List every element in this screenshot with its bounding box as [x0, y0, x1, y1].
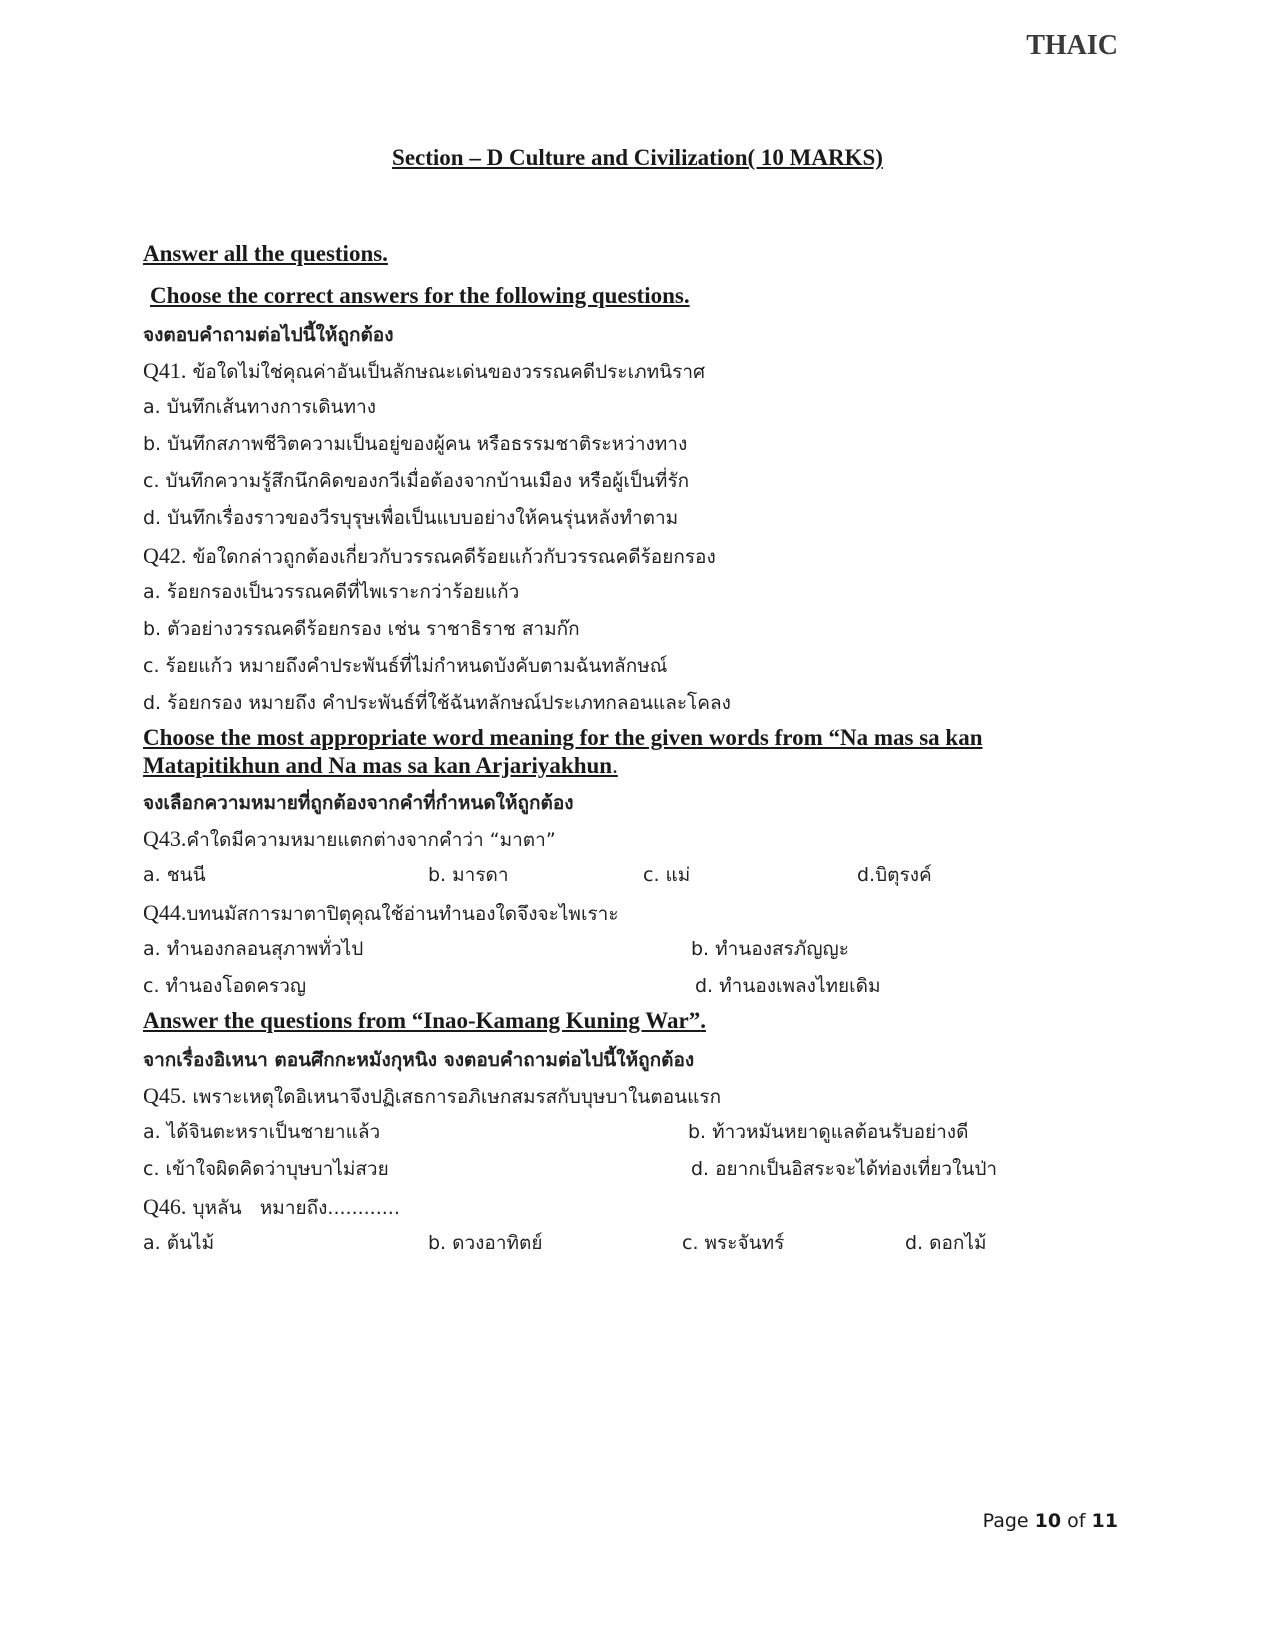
- q42-option-a: a. ร้อยกรองเป็นวรรณคดีที่ไพเราะกว่าร้อยแก้ว: [143, 581, 520, 603]
- question-number: Q43.: [143, 826, 187, 851]
- q44-option-b: b. ทำนองสรภัญญะ: [691, 938, 849, 960]
- q44-option-c: c. ทำนองโอดครวญ: [143, 975, 307, 997]
- part3-th-heading: จากเรื่องอิเหนา ตอนศึกกะหมังกุหนิง จงตอบคำถามต่อไปนี้ให้ถูกต้อง: [143, 1049, 695, 1071]
- section-title: Section – D Culture and Civilization( 10 MARKS): [392, 145, 883, 170]
- q44-option-d: d. ทำนองเพลงไทยเดิม: [695, 975, 881, 997]
- instruction-all: Answer all the questions.: [143, 241, 388, 266]
- page-current: 10: [1034, 1510, 1062, 1532]
- q42-option-d: d. ร้อยกรอง หมายถึง คำประพันธ์ที่ใช้ฉันทลักษณ์ประเภทกลอนและโคลง: [143, 692, 731, 714]
- part3-en-heading-tail: .: [700, 1008, 706, 1033]
- question-text: เพราะเหตุใดอิเหนาจึงปฏิเสธการอภิเษกสมรสกับบุษบาในตอนแรก: [192, 1086, 722, 1108]
- q41-option-c: c. บันทึกความรู้สึกนึกคิดของกวีเมื่อต้องจากบ้านเมือง หรือผู้เป็นที่รัก: [143, 470, 690, 492]
- question-41: [143, 352, 1130, 389]
- page-prefix: Page: [982, 1510, 1029, 1532]
- question-number: Q44.: [143, 900, 187, 925]
- q45-options-row1: [143, 1114, 1130, 1151]
- part2-en-heading-line1: Choose the most appropriate word meaning for the given words from “Na mas sa kan: [143, 725, 983, 750]
- page-total: 11: [1091, 1510, 1118, 1532]
- part2-th-heading: จงเลือกความหมายที่ถูกต้องจากคำที่กำหนดให้ถูกต้อง: [143, 792, 574, 814]
- q42-option-b: b. ตัวอย่างวรรณคดีร้อยกรอง เช่น ราชาธิราช สามก๊ก: [143, 618, 580, 640]
- question-text: ข้อใดกล่าวถูกต้องเกี่ยวกับวรรณคดีร้อยแก้วกับวรรณคดีร้อยกรอง: [192, 546, 716, 568]
- q42-option-c: c. ร้อยแก้ว หมายถึงคำประพันธ์ที่ไม่กำหนดบังคับตามฉันทลักษณ์: [143, 655, 668, 677]
- question-number: Q46.: [143, 1194, 187, 1219]
- header-code: THAIC: [1026, 30, 1118, 61]
- q44-options-row2: [143, 968, 1130, 1005]
- q46-option-b: b. ดวงอาทิตย์: [428, 1232, 543, 1254]
- q46-option-a: a. ต้นไม้: [143, 1232, 215, 1254]
- part2-en-heading-tail: .: [612, 753, 618, 778]
- part2-en-heading-text: Matapitikhun and Na mas sa kan Arjariyakhun: [143, 753, 613, 778]
- q43-options: [143, 857, 1130, 894]
- q41-option-b: b. บันทึกสภาพชีวิตความเป็นอยู่ของผู้คน หรือธรรมชาติระหว่างทาง: [143, 433, 688, 455]
- q43-option-b: b. มารดา: [428, 864, 509, 886]
- q45-option-c: c. เข้าใจผิดคิดว่าบุษบาไม่สวย: [143, 1158, 389, 1180]
- q45-option-d: d. อยากเป็นอิสระจะได้ท่องเที่ยวในป่า: [691, 1158, 998, 1180]
- question-42: [143, 537, 1130, 574]
- q45-options-row2: [143, 1151, 1130, 1188]
- question-number: Q42.: [143, 543, 187, 568]
- question-text: คำใดมีความหมายแตกต่างจากคำว่า “มาตา”: [186, 829, 556, 851]
- question-43: [143, 820, 1130, 857]
- part1-en-heading: Choose the correct answers for the following questions.: [150, 283, 690, 308]
- question-number: Q41.: [143, 358, 187, 383]
- content: [143, 240, 1130, 1262]
- q43-option-a: a. ชนนี: [143, 864, 206, 886]
- q43-option-d: d.บิตุรงค์: [857, 864, 932, 886]
- part3-en-heading: [143, 1007, 1130, 1043]
- q46-option-d: d. ดอกไม้: [905, 1232, 987, 1254]
- question-text: บุหลัน หมายถึง............: [192, 1197, 400, 1219]
- question-45: [143, 1077, 1130, 1114]
- part3-en-heading-text: Answer the questions from “Inao-Kamang Kuning War”: [143, 1008, 701, 1033]
- question-44: [143, 894, 1130, 931]
- q45-option-b: b. ท้าวหมันหยาดูแลต้อนรับอย่างดี: [688, 1121, 969, 1143]
- q43-option-c: c. แม่: [643, 864, 691, 886]
- q41-option-a: a. บันทึกเส้นทางการเดินทาง: [143, 396, 377, 418]
- part1-th-heading: จงตอบคำถามต่อไปนี้ให้ถูกต้อง: [143, 324, 394, 346]
- page-of: of: [1067, 1510, 1086, 1532]
- question-text: ข้อใดไม่ใช่คุณค่าอันเป็นลักษณะเด่นของวรรณคดีประเภทนิราศ: [192, 361, 706, 383]
- q46-option-c: c. พระจันทร์: [682, 1232, 785, 1254]
- q46-options: [143, 1225, 1130, 1262]
- question-number: Q45.: [143, 1083, 187, 1108]
- part2-en-heading-line2: [143, 752, 1130, 786]
- question-46: [143, 1188, 1130, 1225]
- question-text: บทนมัสการมาตาปิตุคุณใช้อ่านทำนองใดจึงจะไพเราะ: [186, 903, 619, 925]
- q41-option-d: d. บันทึกเรื่องราวของวีรบุรุษเพื่อเป็นแบบอย่างให้คนรุ่นหลังทำตาม: [143, 507, 679, 529]
- q44-option-a: a. ทำนองกลอนสุภาพทั่วไป: [143, 938, 364, 960]
- page-number: [983, 1510, 1118, 1532]
- q44-options-row1: [143, 931, 1130, 968]
- q45-option-a: a. ได้จินตะหราเป็นชายาแล้ว: [143, 1121, 381, 1143]
